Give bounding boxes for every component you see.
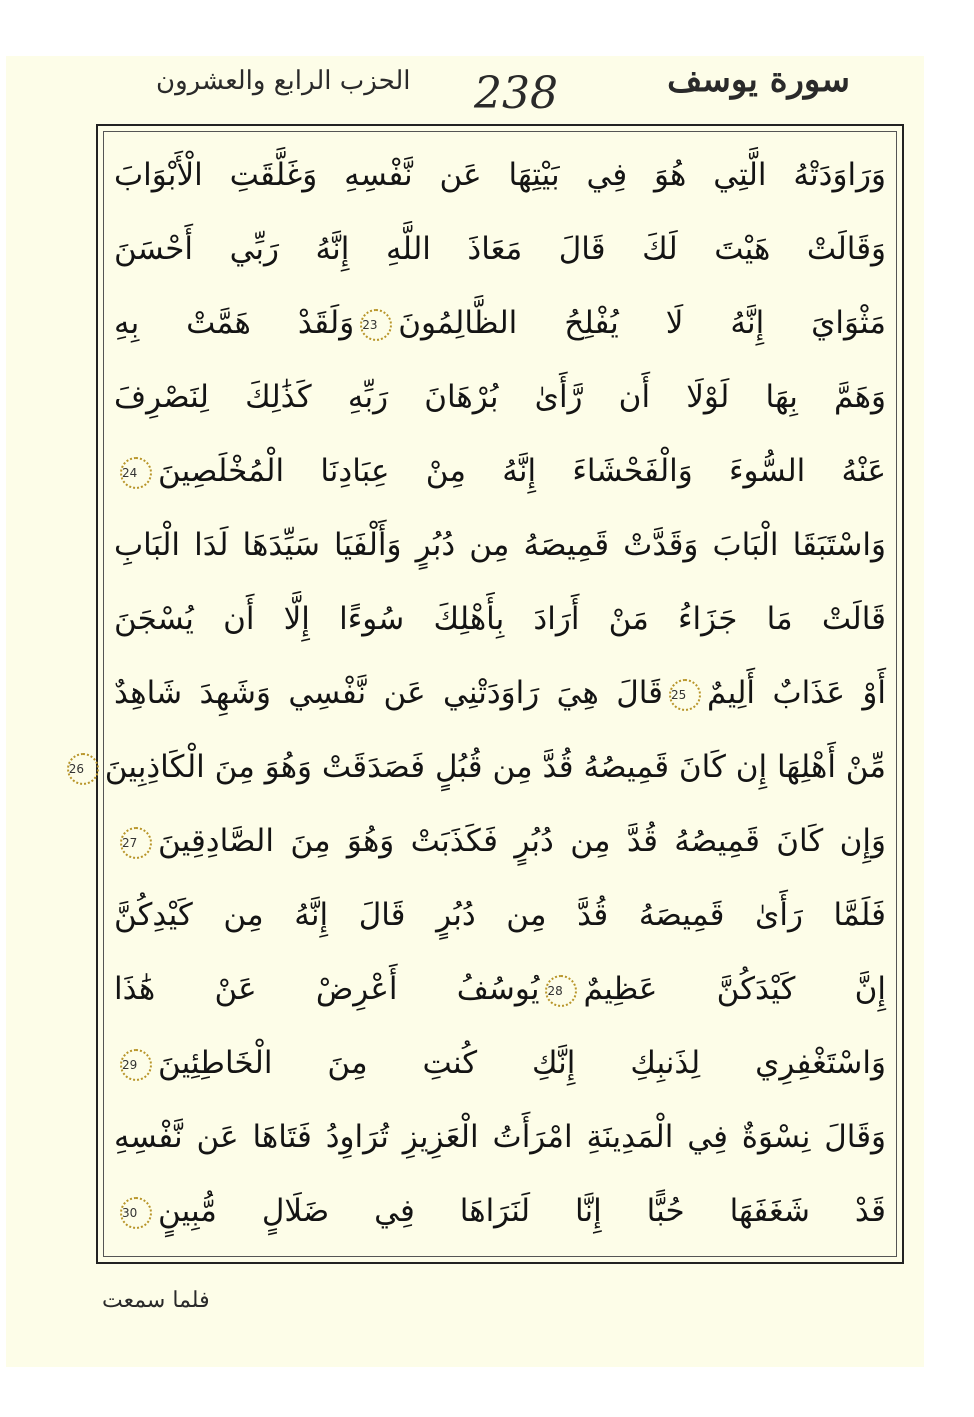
catchword: فلما سمعت bbox=[102, 1288, 210, 1313]
verse-number-marker: 29 bbox=[120, 1049, 152, 1081]
verse-line bbox=[114, 218, 886, 280]
page-header bbox=[6, 56, 924, 124]
verse-line bbox=[114, 958, 886, 1020]
verse-text: وَهَمَّ بِهَا لَوْلَا أَن رَّأَىٰ بُرْهَانَ رَبِّهِ كَذَٰلِكَ لِنَصْرِفَ bbox=[114, 379, 886, 415]
verse-text: عَنْهُ السُّوءَ وَالْفَحْشَاءَ إِنَّهُ مِنْ عِبَادِنَا الْمُخْلَصِينَ bbox=[158, 453, 886, 489]
verse-line bbox=[114, 1180, 886, 1242]
verse-text: قَدْ شَغَفَهَا حُبًّا إِنَّا لَنَرَاهَا فِي ضَلَالٍ مُّبِينٍ bbox=[158, 1193, 886, 1229]
text-frame bbox=[68, 124, 904, 1264]
surah-title: سورة يوسف bbox=[667, 60, 850, 100]
verse-text: وَاسْتَغْفِرِي لِذَنبِكِ إِنَّكِ كُنتِ مِنَ الْخَاطِئِينَ bbox=[158, 1045, 886, 1081]
verse-text: مَثْوَايَ إِنَّهُ لَا يُفْلِحُ الظَّالِمُونَ bbox=[398, 305, 886, 341]
verse-text: وَقَالَ نِسْوَةٌ فِي الْمَدِينَةِ امْرَأَتُ الْعَزِيزِ تُرَاوِدُ فَتَاهَا عَن نَّفْسِهِ bbox=[114, 1119, 886, 1155]
verse-text: مِّنْ أَهْلِهَا إِن كَانَ قَمِيصُهُ قُدَّ مِن قُبُلٍ فَصَدَقَتْ وَهُوَ مِنَ الْكَاذِبِينَ bbox=[104, 749, 886, 785]
verse-text: وَإِن كَانَ قَمِيصُهُ قُدَّ مِن دُبُرٍ فَكَذَبَتْ وَهُوَ مِنَ الصَّادِقِينَ bbox=[158, 823, 886, 859]
verse-text: وَرَاوَدَتْهُ الَّتِي هُوَ فِي بَيْتِهَا عَن نَّفْسِهِ وَغَلَّقَتِ الْأَبْوَابَ bbox=[114, 157, 886, 193]
mushaf-page bbox=[6, 56, 924, 1367]
verse-number-marker: 26 bbox=[67, 753, 99, 785]
verse-text: وَاسْتَبَقَا الْبَابَ وَقَدَّتْ قَمِيصَهُ مِن دُبُرٍ وَأَلْفَيَا سَيِّدَهَا لَدَا الْبَابِ bbox=[114, 527, 886, 563]
verse-line bbox=[114, 292, 886, 354]
verse-number-marker: 25 bbox=[669, 679, 701, 711]
verse-text: أَوْ عَذَابٌ أَلِيمٌ bbox=[707, 675, 886, 711]
verse-line bbox=[114, 810, 886, 872]
verse-line bbox=[114, 1032, 886, 1094]
verse-line bbox=[114, 662, 886, 724]
verse-text: قَالَ هِيَ رَاوَدَتْنِي عَن نَّفْسِي وَشَهِدَ شَاهِدٌ bbox=[114, 675, 663, 711]
verse-line bbox=[114, 366, 886, 428]
verse-number-marker: 28 bbox=[545, 975, 577, 1007]
verse-line bbox=[114, 144, 886, 206]
verse-line bbox=[114, 514, 886, 576]
verse-line bbox=[114, 1106, 886, 1168]
verse-line bbox=[114, 588, 886, 650]
verse-number-marker: 23 bbox=[360, 309, 392, 341]
verse-text: قَالَتْ مَا جَزَاءُ مَنْ أَرَادَ بِأَهْلِكَ سُوءًا إِلَّا أَن يُسْجَنَ bbox=[114, 601, 886, 637]
verse-text: يُوسُفُ أَعْرِضْ عَنْ هَٰذَا bbox=[114, 971, 540, 1007]
verse-text: فَلَمَّا رَأَىٰ قَمِيصَهُ قُدَّ مِن دُبُرٍ قَالَ إِنَّهُ مِن كَيْدِكُنَّ bbox=[114, 897, 886, 933]
page-number: 238 bbox=[474, 68, 558, 119]
verse-number-marker: 30 bbox=[120, 1197, 152, 1229]
hizb-label: الحزب الرابع والعشرون bbox=[156, 66, 411, 96]
verse-text: وَلَقَدْ هَمَّتْ بِهِ bbox=[114, 305, 355, 341]
verse-text: إِنَّ كَيْدَكُنَّ عَظِيمٌ bbox=[583, 971, 886, 1007]
verse-line bbox=[114, 440, 886, 502]
verse-line bbox=[68, 736, 886, 798]
verse-lines bbox=[68, 144, 886, 1242]
verse-line bbox=[114, 884, 886, 946]
verse-number-marker: 24 bbox=[120, 457, 152, 489]
verse-text: وَقَالَتْ هَيْتَ لَكَ قَالَ مَعَاذَ اللَّهِ إِنَّهُ رَبِّي أَحْسَنَ bbox=[114, 231, 886, 267]
verse-number-marker: 27 bbox=[120, 827, 152, 859]
